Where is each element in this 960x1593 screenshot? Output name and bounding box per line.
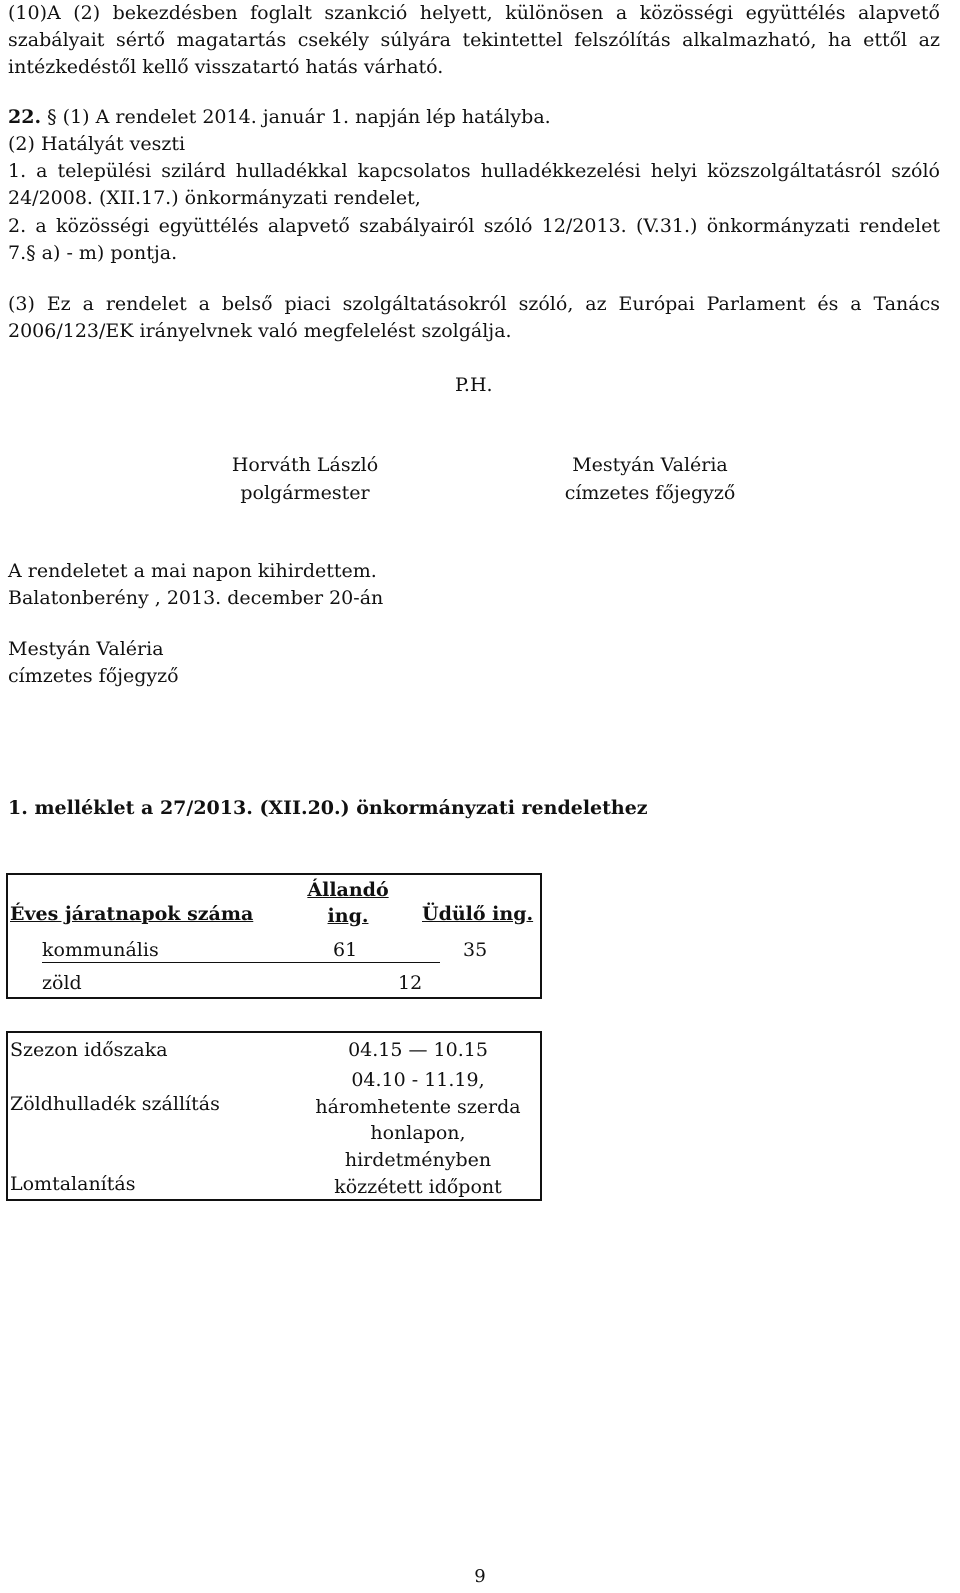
table1-header-days: Éves járatnapok száma — [10, 903, 254, 925]
table2-value-line: 04.10 - 11.19, — [351, 1069, 485, 1091]
table2-value-line: háromhetente szerda — [315, 1096, 521, 1118]
waste-schedule-table — [6, 1031, 542, 1201]
repeal-item-2-line-2: 7.§ a) - m) pontja. — [8, 242, 178, 264]
table1-row-label: kommunális — [42, 939, 159, 961]
table1-cell-holiday: 35 — [463, 939, 488, 961]
section-number: 22. — [8, 106, 42, 128]
table2-value-line: hirdetményben — [344, 1149, 492, 1171]
promulgation-line-2: Balatonberény , 2013. december 20-án — [8, 587, 384, 609]
table1-row-label: zöld — [42, 972, 82, 994]
table2-row-label: Szezon időszaka — [10, 1039, 168, 1061]
table2-row-value — [298, 1120, 538, 1201]
notary-name: Mestyán Valéria — [572, 454, 728, 476]
promulgation-line-1: A rendeletet a mai napon kihirdettem. — [8, 560, 377, 582]
section-22-paragraph-3-line-2: 2006/123/EK irányelvnek való megfelelést szolgálja. — [8, 320, 512, 342]
table2-value-line: honlapon, — [370, 1122, 466, 1144]
table1-header-holiday: Üdülő ing. — [422, 903, 534, 925]
table1-header-permanent — [303, 877, 393, 929]
promulgation-name: Mestyán Valéria — [8, 638, 164, 660]
signature-block-mayor — [200, 451, 410, 507]
section-22-p1-text: (1) A rendelet 2014. január 1. napján lép hatályba. — [62, 106, 551, 128]
section-symbol: § — [47, 106, 57, 128]
table2-value-line: közzétett időpont — [334, 1176, 502, 1198]
promulgation-title: címzetes főjegyző — [8, 665, 179, 687]
table2-row-label: Lomtalanítás — [10, 1173, 136, 1195]
table2-row-label: Zöldhulladék szállítás — [10, 1093, 220, 1115]
section-22-paragraph-2: (2) Hatályát veszti — [8, 133, 186, 155]
mayor-title: polgármester — [240, 482, 370, 504]
table2-row-value — [298, 1067, 538, 1121]
paragraph-10-line-2: szabályait sértő magatartás csekély súlyára tekintettel felszólítás alkalmazható, ha ettől az — [8, 29, 940, 51]
collection-days-table — [6, 873, 542, 999]
page-number: 9 — [474, 1566, 486, 1587]
notary-title: címzetes főjegyző — [564, 482, 736, 504]
table1-header-permanent-line-2: ing. — [327, 905, 369, 927]
repeal-item-1-line-2: 24/2008. (XII.17.) önkormányzati rendelet, — [8, 187, 421, 209]
table1-row-divider — [42, 997, 440, 998]
table1-cell-permanent: 61 — [333, 939, 358, 961]
repeal-item-1-line-1: 1. a települési szilárd hulladékkal kapcsolatos hulladékkezelési helyi közszolgáltatásról szóló — [8, 160, 940, 182]
section-22-paragraph-1 — [8, 104, 551, 130]
repeal-item-2-line-1: 2. a közösségi együttélés alapvető szabályairól szóló 12/2013. (V.31.) önkormányzati rendelet — [8, 215, 940, 237]
seal-placeholder: P.H. — [455, 374, 493, 396]
paragraph-10-line-3: intézkedéstől kellő visszatartó hatás várható. — [8, 56, 444, 78]
table1-cell-permanent: 12 — [398, 972, 423, 994]
table1-header-permanent-line-1: Állandó — [307, 879, 389, 901]
table2-row-value: 04.15 — 10.15 — [348, 1039, 488, 1061]
signature-block-notary — [530, 451, 770, 507]
table1-row-divider — [42, 962, 440, 963]
section-22-paragraph-3-line-1: (3) Ez a rendelet a belső piaci szolgáltatásokról szóló, az Európai Parlament és a Tanács — [8, 293, 940, 315]
mayor-name: Horváth László — [231, 454, 379, 476]
paragraph-10-line-1: (10)A (2) bekezdésben foglalt szankció helyett, különösen a közösségi együttélés alapvető — [8, 2, 940, 24]
annex-title: 1. melléklet a 27/2013. (XII.20.) önkormányzati rendelethez — [8, 797, 648, 819]
